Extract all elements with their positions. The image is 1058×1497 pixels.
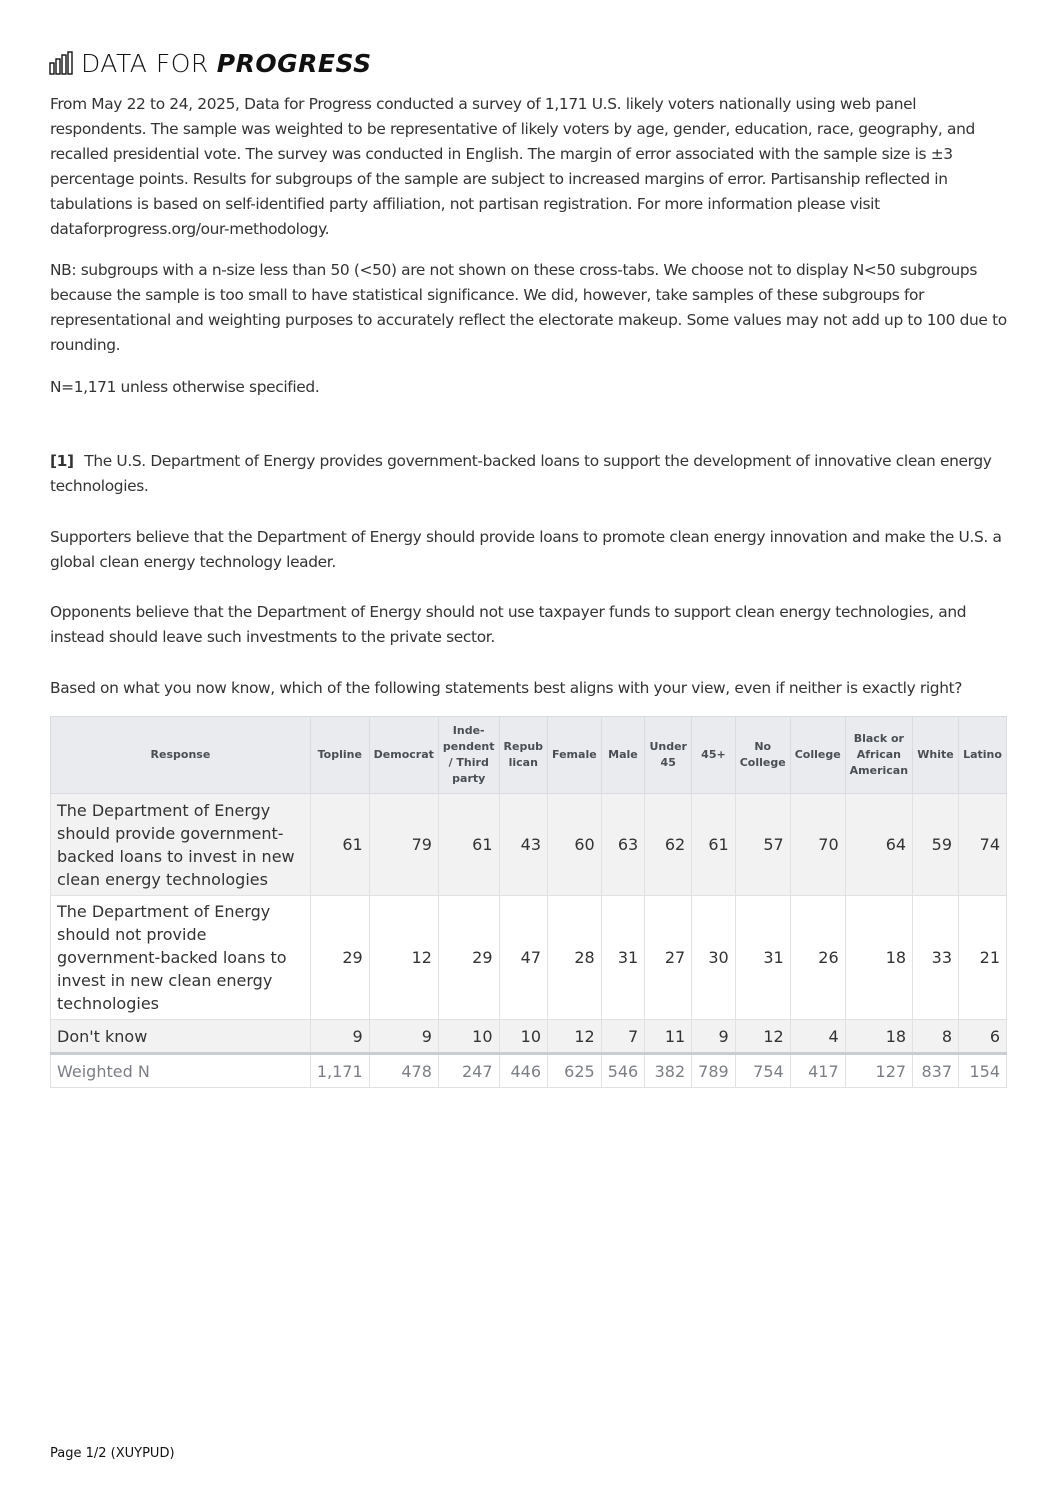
- cell-value: 11: [645, 1020, 692, 1054]
- weighted-n-value: 625: [548, 1054, 602, 1088]
- cell-value: 29: [310, 896, 369, 1020]
- weighted-n-value: 127: [845, 1054, 912, 1088]
- cell-value: 9: [369, 1020, 438, 1054]
- table-row: [51, 896, 1007, 1020]
- response-label: The Department of Energy should not provide government-backed loans to invest in new clean energy technologies: [51, 896, 311, 1020]
- nb-paragraph: NB: subgroups with a n-size less than 50 (<50) are not shown on these cross-tabs. We choose not to display N<50 subgroups because the sample is too small to have statistical significance. We did, however, take samples of these subgroups for representational and weighting purposes to accurately reflect the electorate makeup. Some values may not add up to 100 due to rounding.: [50, 261, 1007, 354]
- col-header-45plus: 45+: [692, 717, 736, 794]
- col-header-under45: Under 45: [645, 717, 692, 794]
- weighted-n-value: 789: [692, 1054, 736, 1088]
- col-header-white: White: [913, 717, 959, 794]
- brand-logo: [49, 48, 372, 78]
- crosstab-table: [50, 716, 1007, 1088]
- col-header-republican: Repub lican: [499, 717, 548, 794]
- cell-value: 21: [959, 896, 1007, 1020]
- weighted-n-value: 382: [645, 1054, 692, 1088]
- brand-name-bold: PROGRESS: [216, 48, 372, 78]
- weighted-n-label: Weighted N: [51, 1054, 311, 1088]
- methodology-paragraph: From May 22 to 24, 2025, Data for Progress conducted a survey of 1,171 U.S. likely voters nationally using web panel respondents. The sample was weighted to be representative of likely voters by age, gender, education, race, geography, and recalled presidential vote. The survey was conducted in English. The margin of error associated with the sample size is ±3 percentage points. Results for subgroups of the sample are subject to increased margins of error. Partisanship reflected in tabulations is based on self-identified party affiliation, not partisan registration. For more information please visit dataforprogress.org/our-methodology.: [50, 95, 975, 238]
- question-body: The U.S. Department of Energy provides government-backed loans to support the development of innovative clean energy technologies.: [50, 452, 992, 495]
- cell-value: 29: [438, 896, 499, 1020]
- col-header-no-college: No College: [735, 717, 790, 794]
- cell-value: 47: [499, 896, 548, 1020]
- response-label: The Department of Energy should provide government-backed loans to invest in new clean energy technologies: [51, 794, 311, 896]
- col-header-black: Black or African American: [845, 717, 912, 794]
- opponents-paragraph: Opponents believe that the Department of Energy should not use taxpayer funds to support clean energy technologies, and instead should leave such investments to the private sector.: [50, 603, 967, 646]
- cell-value: 27: [645, 896, 692, 1020]
- cell-value: 57: [735, 794, 790, 896]
- weighted-n-value: 446: [499, 1054, 548, 1088]
- weighted-n-value: 247: [438, 1054, 499, 1088]
- cell-value: 7: [601, 1020, 645, 1054]
- cell-value: 60: [548, 794, 602, 896]
- page-footer: Page 1/2 (XUYPUD): [50, 1446, 175, 1461]
- question-text: [50, 449, 1010, 499]
- col-header-independent: Inde-pendent / Third party: [438, 717, 499, 794]
- cell-value: 74: [959, 794, 1007, 896]
- cell-value: 6: [959, 1020, 1007, 1054]
- response-label: Don't know: [51, 1020, 311, 1054]
- cell-value: 70: [790, 794, 845, 896]
- table-row: [51, 794, 1007, 896]
- cell-value: 61: [692, 794, 736, 896]
- table-header-row: [51, 717, 1007, 794]
- cell-value: 9: [310, 1020, 369, 1054]
- cell-value: 18: [845, 1020, 912, 1054]
- col-header-response: Response: [51, 717, 311, 794]
- cell-value: 33: [913, 896, 959, 1020]
- weighted-n-value: 546: [601, 1054, 645, 1088]
- sample-size-note: N=1,171 unless otherwise specified.: [50, 378, 320, 396]
- question-prompt: Based on what you now know, which of the following statements best aligns with your view, even if neither is exactly right?: [50, 679, 963, 697]
- cell-value: 10: [438, 1020, 499, 1054]
- cell-value: 28: [548, 896, 602, 1020]
- cell-value: 18: [845, 896, 912, 1020]
- col-header-college: College: [790, 717, 845, 794]
- col-header-male: Male: [601, 717, 645, 794]
- cell-value: 30: [692, 896, 736, 1020]
- col-header-female: Female: [548, 717, 602, 794]
- weighted-n-value: 837: [913, 1054, 959, 1088]
- weighted-n-value: 478: [369, 1054, 438, 1088]
- cell-value: 31: [735, 896, 790, 1020]
- cell-value: 8: [913, 1020, 959, 1054]
- weighted-n-row: [51, 1054, 1007, 1088]
- cell-value: 64: [845, 794, 912, 896]
- cell-value: 12: [548, 1020, 602, 1054]
- cell-value: 79: [369, 794, 438, 896]
- cell-value: 61: [310, 794, 369, 896]
- cell-value: 31: [601, 896, 645, 1020]
- cell-value: 43: [499, 794, 548, 896]
- cell-value: 62: [645, 794, 692, 896]
- cell-value: 61: [438, 794, 499, 896]
- bar-chart-icon: [49, 51, 73, 75]
- cell-value: 63: [601, 794, 645, 896]
- col-header-democrat: Democrat: [369, 717, 438, 794]
- cell-value: 26: [790, 896, 845, 1020]
- weighted-n-value: 417: [790, 1054, 845, 1088]
- weighted-n-value: 754: [735, 1054, 790, 1088]
- brand-name-light: DATA FOR: [81, 48, 209, 78]
- cell-value: 10: [499, 1020, 548, 1054]
- cell-value: 59: [913, 794, 959, 896]
- weighted-n-value: 154: [959, 1054, 1007, 1088]
- cell-value: 12: [735, 1020, 790, 1054]
- cell-value: 4: [790, 1020, 845, 1054]
- table-row: [51, 1020, 1007, 1054]
- cell-value: 9: [692, 1020, 736, 1054]
- col-header-topline: Topline: [310, 717, 369, 794]
- col-header-latino: Latino: [959, 717, 1007, 794]
- weighted-n-value: 1,171: [310, 1054, 369, 1088]
- cell-value: 12: [369, 896, 438, 1020]
- question-number: [1]: [50, 452, 74, 470]
- supporters-paragraph: Supporters believe that the Department of Energy should provide loans to promote clean energy innovation and make the U.S. a global clean energy technology leader.: [50, 528, 1002, 571]
